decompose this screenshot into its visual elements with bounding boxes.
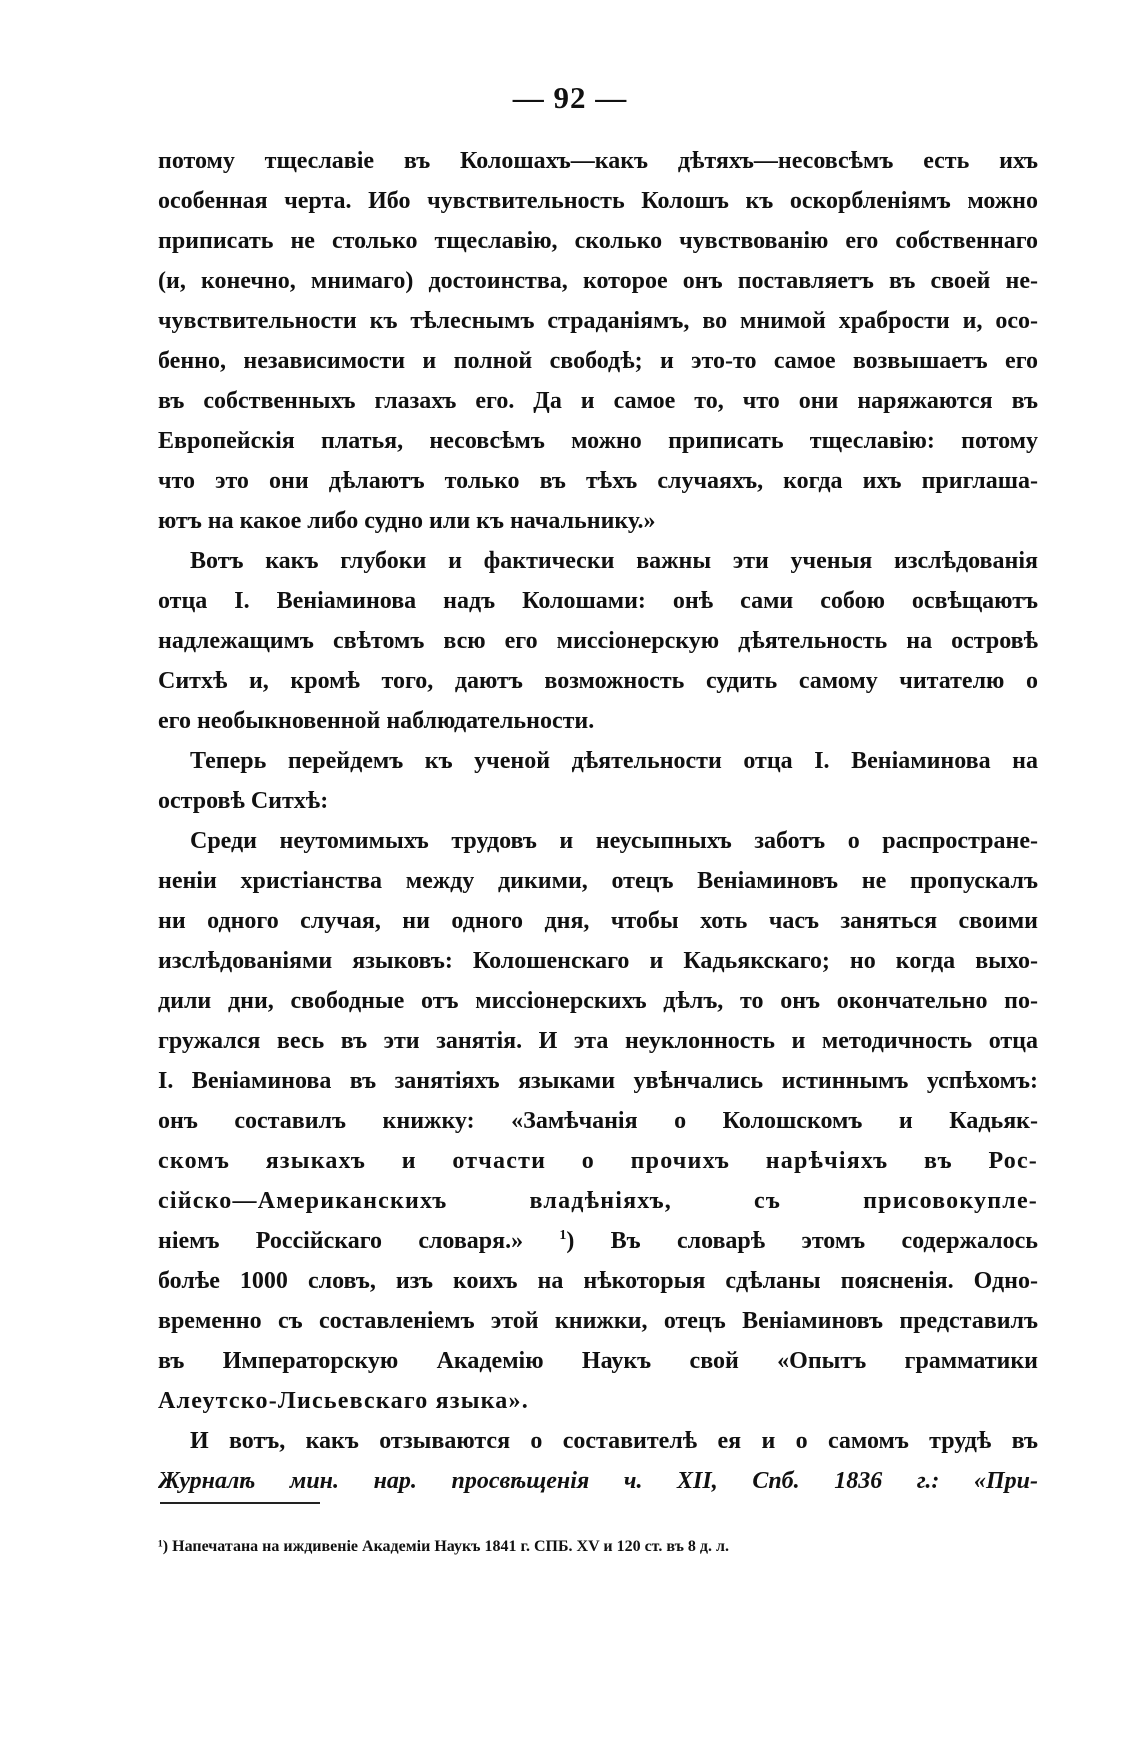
text-line: изслѣдованіями языковъ: Колошенскаго и Кадьякскаго; но когда выхо- [158,948,1038,974]
text-line: онъ составилъ книжку: «Замѣчанія о Колошскомъ и Кадьяк- [158,1108,1038,1134]
text-line: его необыкновенной наблюдательности. [158,708,595,734]
text-line: особенная черта. Ибо чувствительность Колошъ къ оскорбленіямъ можно [158,188,1038,214]
text-line: надлежащимъ свѣтомъ всю его миссіонерскую дѣятельность на островѣ [158,628,1038,654]
text-line: въ Императорскую Академію Наукъ свой «Опытъ грамматики [158,1348,1038,1374]
text-line: Журналѣ мин. нар. просвѣщенія ч. XII, Спб. 1836 г.: «При- [158,1468,1038,1494]
text-line: гружался весь въ эти занятія. И эта неуклонность и методичность отца [158,1028,1038,1054]
text-line: скомъ языкахъ и отчасти о прочихъ нарѣчіяхъ въ Рос- [158,1148,1038,1174]
text-line: потому тщеславіе въ Колошахъ—какъ дѣтяхъ—несовсѣмъ есть ихъ [158,148,1038,174]
text-line: въ собственныхъ глазахъ его. Да и самое то, что они наряжаются въ [158,388,1038,414]
text-line: Ситхѣ и, кромѣ того, даютъ возможность судить самому читателю о [158,668,1038,694]
footnote-text: ) Напечатана на иждивеніе Академіи Наукъ 1841 г. СПБ. XV и 120 ст. въ 8 д. л. [162,1538,729,1555]
text-line: Алеутско-Лисьевскаго языка». [158,1388,529,1414]
text-line-with-footnote-ref [158,1221,1038,1261]
text-line: приписать не столько тщеславію, сколько чувствованію его собственнаго [158,228,1038,254]
line-text: ) Въ словарѣ этомъ содержалось [566,1228,1038,1254]
line-text: ніемъ Россійскаго словаря.» [158,1228,560,1254]
text-line: чувствительности къ тѣлеснымъ страданіямъ, во мнимой храбрости и, осо- [158,308,1038,334]
text-line: островѣ Ситхѣ: [158,788,329,814]
paragraph-start-line: И вотъ, какъ отзываются о составителѣ ея и о самомъ трудѣ въ [190,1428,1038,1454]
text-line: болѣе 1000 словъ, изъ коихъ на нѣкоторыя сдѣланы поясненія. Одно- [158,1268,1038,1294]
footnote-divider [160,1502,320,1504]
footnote-reference: 1 [559,1228,567,1243]
text-line: І. Веніаминова въ занятіяхъ языками увѣнчались истиннымъ успѣхомъ: [158,1068,1038,1094]
footnote-marker: ¹ [158,1538,163,1555]
text-line: неніи христіанства между дикими, отецъ Веніаминовъ не пропускалъ [158,868,1038,894]
text-line: бенно, независимости и полной свободѣ; и это-то самое возвышаетъ его [158,348,1038,374]
text-line: Европейскія платья, несовсѣмъ можно приписать тщеславію: потому [158,428,1038,454]
body-text [158,141,1038,1501]
text-line: что это они дѣлаютъ только въ тѣхъ случаяхъ, когда ихъ приглаша- [158,468,1038,494]
text-line: (и, конечно, мнимаго) достоинства, которое онъ поставляетъ въ своей не- [158,268,1038,294]
footnote [158,1538,958,1556]
text-line: временно съ составленіемъ этой книжки, отецъ Веніаминовъ представилъ [158,1308,1038,1334]
text-line: сійско—Американскихъ владѣніяхъ, съ присовокупле- [158,1188,1038,1214]
text-line: ютъ на какое либо судно или къ начальнику.» [158,508,656,534]
text-line: дили дни, свободные отъ миссіонерскихъ дѣлъ, то онъ окончательно по- [158,988,1038,1014]
paragraph-start-line: Вотъ какъ глубоки и фактически важны эти ученыя изслѣдованія [190,548,1038,574]
text-line: ни одного случая, ни одного дня, чтобы хоть часъ заняться своими [158,908,1038,934]
page-number: — 92 — [512,80,628,115]
paragraph-start-line: Теперь перейдемъ къ ученой дѣятельности отца І. Веніаминова на [190,748,1038,774]
text-line: отца І. Веніаминова надъ Колошами: онѣ сами собою освѣщаютъ [158,588,1038,614]
paragraph-start-line: Среди неутомимыхъ трудовъ и неусыпныхъ заботъ о распростране- [190,828,1038,854]
